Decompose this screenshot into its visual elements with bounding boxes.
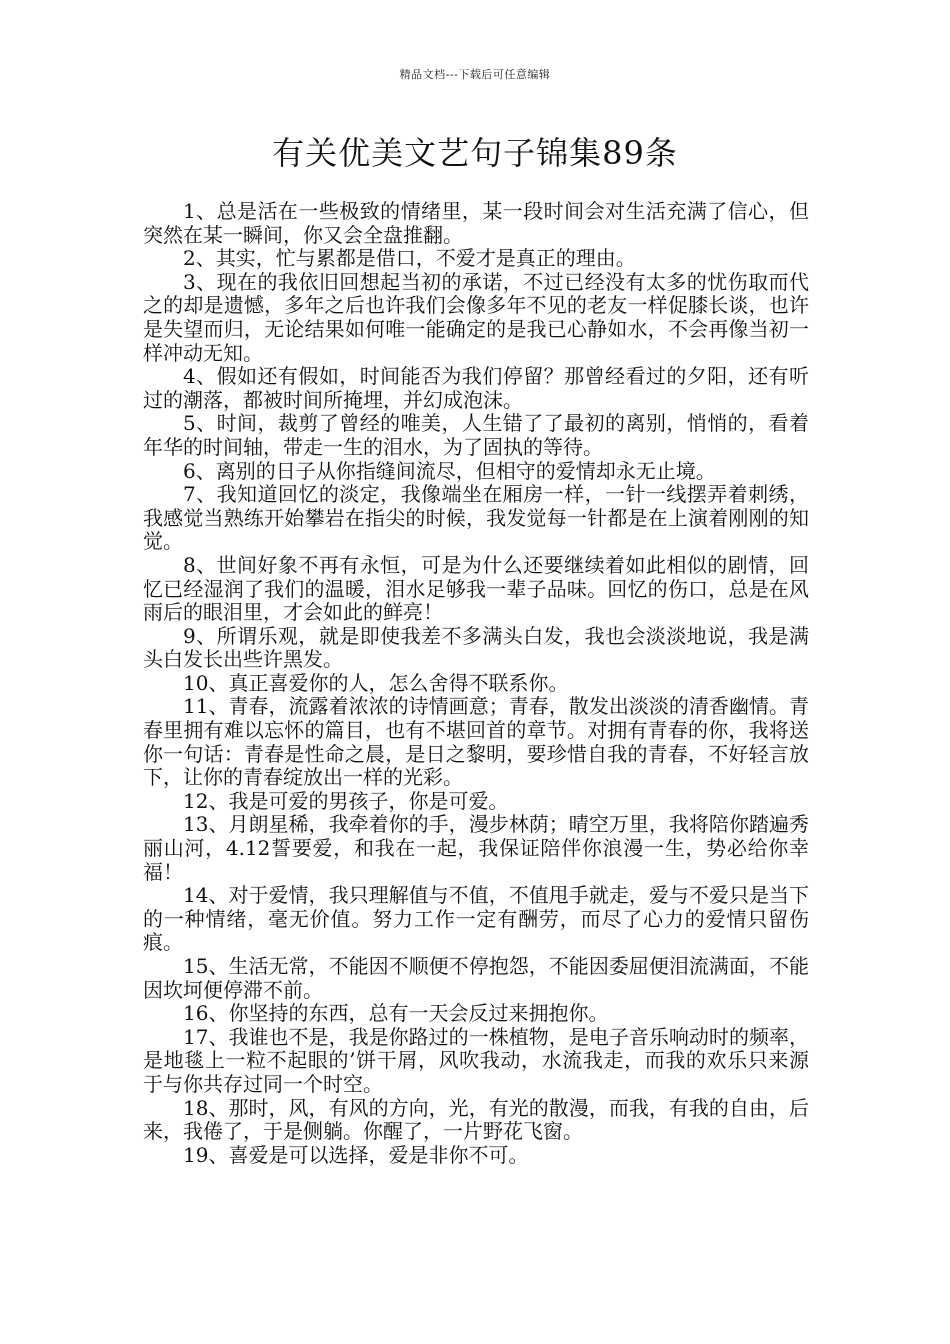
paragraph: 14、对于爱情，我只理解值与不值，不值甩手就走，爱与不爱只是当下的一种情绪，毫无价值。努力工作一定有酬劳，而尽了心力的爱情只留伤痕。 <box>143 883 809 955</box>
paragraph: 2、其实，忙与累都是借口，不爱才是真正的理由。 <box>183 246 636 271</box>
document-title: 有关优美文艺句子锦集89条 <box>272 134 678 172</box>
paragraph: 19、喜爱是可以选择，爱是非你不可。 <box>183 1142 529 1167</box>
header-note: 精品文档---下载后可任意编辑 <box>399 68 551 81</box>
paragraph: 4、假如还有假如，时间能否为我们停留？那曾经看过的夕阳，还有听过的潮落，都被时间所掩埋，并幻成泡沫。 <box>143 364 809 412</box>
paragraph: 18、那时，风，有风的方向，光，有光的散漫，而我，有我的自由，后来，我倦了，于是侧躺。你醒了，一片野花飞窗。 <box>143 1095 809 1144</box>
paragraph: 13、月朗星稀，我牵着你的手，漫步林荫；晴空万里，我将陪你踏遍秀丽山河，4.12誓要爱，和我在一起，我保证陪伴你浪漫一生，势必给你幸福！ <box>143 812 809 884</box>
paragraph: 6、离别的日子从你指缝间流尽，但相守的爱情却永无止境。 <box>183 458 716 483</box>
paragraph: 8、世间好象不再有永恒，可是为什么还要继续着如此相似的剧情，回忆已经湿润了我们的温暖，泪水足够我一辈子品味。回忆的伤口，总是在风雨后的眼泪里，才会如此的鲜亮！ <box>143 552 809 625</box>
paragraph: 16、你坚持的东西，总有一天会反过来拥抱你。 <box>183 1001 609 1026</box>
paragraph: 3、现在的我依旧回想起当初的承诺，不过已经没有太多的忧伤取而代之的却是遗憾，多年之后也许我们会像多年不见的老友一样促膝长谈，也许是失望而归，无论结果如何唯一能确定的是我已心静如水，不会再像当初一样冲动无知。 <box>143 269 809 365</box>
document-body <box>143 200 809 1167</box>
paragraph: 5、时间，裁剪了曾经的唯美，人生错了了最初的离别，悄悄的，看着年华的时间轴，带走一生的泪水，为了固执的等待。 <box>143 411 809 459</box>
paragraph: 12、我是可爱的男孩子，你是可爱。 <box>183 788 509 813</box>
paragraph: 1、总是活在一些极致的情绪里，某一段时间会对生活充满了信心，但突然在某一瞬间，你又会全盘推翻。 <box>143 199 809 247</box>
paragraph: 10、真正喜爱你的人，怎么舍得不联系你。 <box>183 670 569 695</box>
paragraph: 9、所谓乐观，就是即使我差不多满头白发，我也会淡淡地说，我是满头白发长出些许黑发。 <box>143 623 809 672</box>
paragraph: 15、生活无常，不能因不顺便不停抱怨，不能因委屈便泪流满面，不能因坎坷便停滞不前。 <box>143 954 809 1002</box>
paragraph: 7、我知道回忆的淡定，我像端坐在厢房一样，一针一线摆弄着刺绣，我感觉当熟练开始攀岩在指尖的时候，我发觉每一针都是在上演着刚刚的知觉。 <box>143 482 809 554</box>
paragraph: 17、我谁也不是，我是你路过的一株植物，是电子音乐响动时的频率，是地毯上一粒不起眼的’饼干屑，风吹我动，水流我走，而我的欢乐只来源于与你共存过同一个时空。 <box>143 1024 809 1096</box>
paragraph: 11、青春，流露着浓浓的诗情画意；青春，散发出淡淡的清香幽情。青春里拥有难以忘怀的篇目，也有不堪回首的章节。对拥有青春的你，我将送你一句话：青春是性命之晨，是日之黎明，要珍惜自我的青春，不好轻言放下，让你的青春绽放出一样的光彩。 <box>143 694 809 790</box>
